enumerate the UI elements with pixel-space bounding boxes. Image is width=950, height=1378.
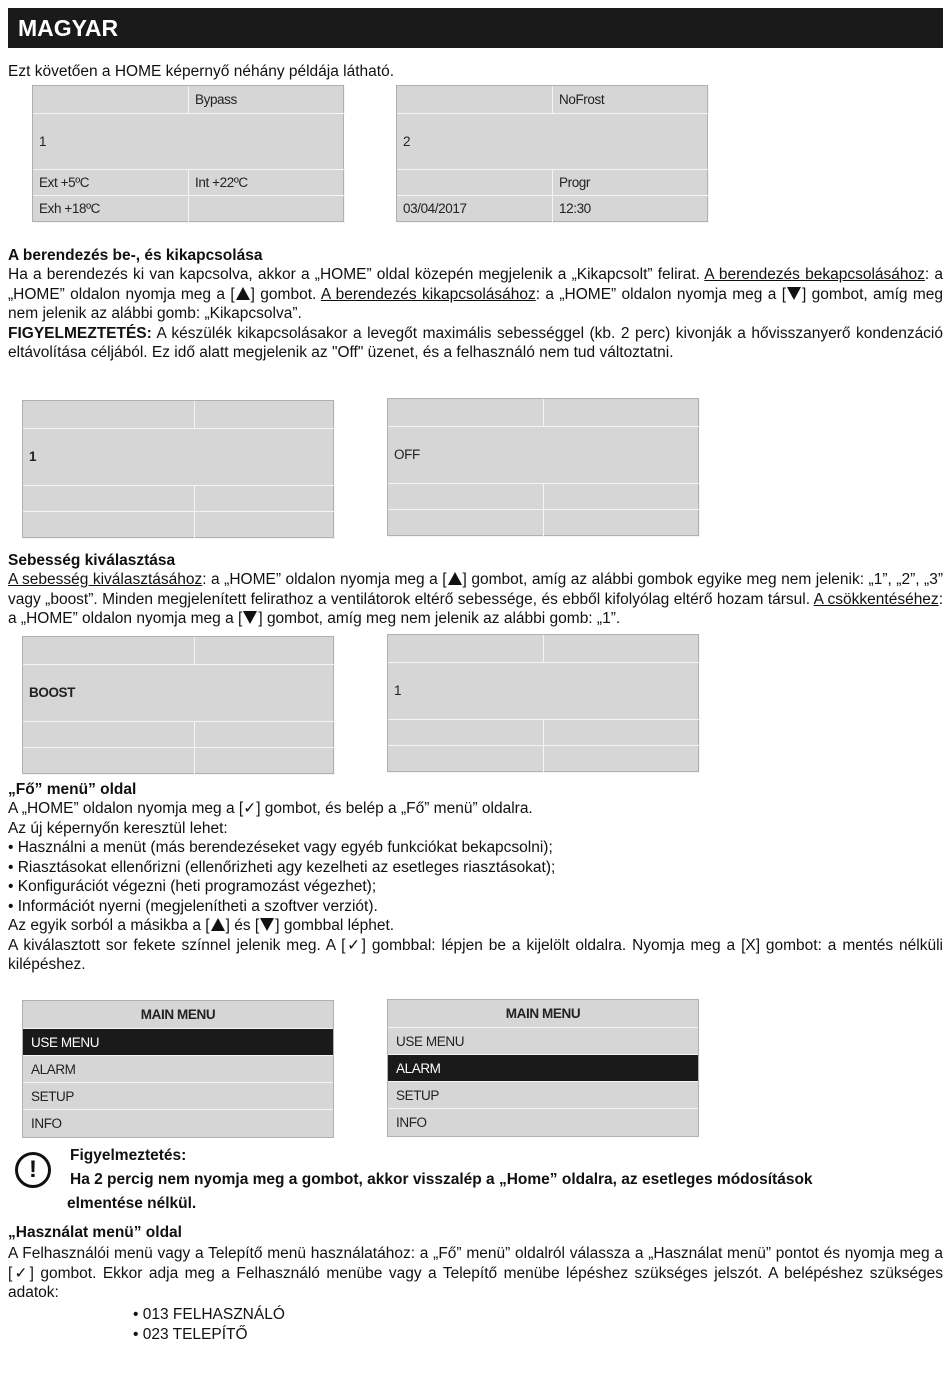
menu-item-setup[interactable]: SETUP — [388, 1082, 698, 1109]
list-item: • Konfigurációt végezni (heti programozást végezhet); — [8, 878, 377, 895]
lcd-cell — [397, 86, 553, 114]
lcd-cell — [23, 721, 195, 748]
home-screen-2 — [396, 85, 708, 222]
lcd-time: 12:30 — [553, 196, 709, 223]
down-arrow-icon — [787, 287, 801, 300]
lcd-status-nofrost: NoFrost — [553, 86, 709, 114]
list-item: • 013 FELHASZNÁLÓ — [133, 1306, 285, 1323]
exclamation-circle-icon: ! — [15, 1152, 51, 1188]
lcd-speed-value: 1 — [394, 683, 402, 699]
menu-title: MAIN MENU — [388, 1000, 698, 1028]
lcd-cell — [195, 512, 335, 539]
lcd-cell — [195, 748, 335, 775]
down-arrow-icon — [243, 611, 257, 624]
home-screen-1 — [32, 85, 344, 222]
up-arrow-icon — [211, 918, 225, 931]
lcd-cell — [195, 485, 335, 512]
notice-title: Figyelmeztetés: — [70, 1147, 187, 1164]
list-item: • 023 TELEPÍTŐ — [133, 1325, 248, 1343]
lcd-cell — [23, 401, 195, 429]
onoff-screen-2 — [387, 398, 699, 536]
lcd-cell — [388, 746, 544, 773]
notice-line-1: Ha 2 percig nem nyomja meg a gombot, akkor visszalép a „Home” oldalra, az esetleges módosítások — [70, 1171, 813, 1188]
lcd-speed-value: 1 — [39, 133, 47, 149]
lcd-cell — [388, 510, 544, 537]
menu-item-use-menu[interactable]: USE MENU — [23, 1029, 333, 1056]
main-menu-screen-1 — [22, 1000, 334, 1138]
onoff-paragraph: Ha a berendezés ki van kapcsolva, akkor a „HOME” oldal közepén megjelenik a „Kikapcsolt” felirat. A berendezés bekapcsolásához: a „HOME” oldalon nyomja meg a [ ] gombot. A berendezés kikapcsolásához: a „HOME” oldalon nyomja meg a [ ] gombot, amíg meg nem jelenik az alábbi gomb: „Kikapcsolva”. FIGYELMEZTETÉS: A készülék kikapcsolásakor a levegőt maximális sebességgel (kb. 2 perc) kivonják a hővisszanyerő kondenzáció eltávolítása céljából. Ez idő alatt megjelenik az "Off" üzenet, és a felhasználó nem tud változtatni. — [8, 266, 944, 361]
lcd-cell — [544, 635, 700, 663]
lcd-cell — [388, 483, 544, 510]
lcd-status-bypass: Bypass — [189, 86, 345, 114]
up-arrow-icon — [448, 572, 462, 585]
list-item: • Információt nyerni (megjelenítheti a szoftver verziót). — [8, 897, 378, 915]
onoff-heading: A berendezés be-, és kikapcsolása — [8, 247, 263, 264]
lcd-boost-value: BOOST — [29, 685, 76, 701]
up-arrow-icon — [236, 287, 250, 300]
lcd-cell — [544, 746, 700, 773]
main-menu-text: A „HOME” oldalon nyomja meg a [✓] gombot, és belép a „Fő” menü” oldalra. Az új képernyőn keresztül lehet: • Használni a menüt (más berendezéseket vagy egyéb funkciókat bekapcsolni); • Riasztásokat ellenőrizni (ellenőrizheti agy kezelheti az esetleges riasztásokat); • Konfigurációt végezni (heti programozást végezhet); • Információt nyerni (megjelenítheti a szoftver verziót). Az egyik sorból a másikba a [ ] és [ ] gombbal léphet. A kiválasztott sor fekete színnel jelenik meg. A [✓] gombbal: lépjen be a kijelölt oldalra. Nyomja meg a [X] gombot: a mentés nélküli kilépéshez. — [8, 800, 943, 973]
speed-screen-1 — [22, 636, 334, 774]
menu-item-alarm[interactable]: ALARM — [388, 1055, 698, 1082]
list-item: • Riasztásokat ellenőrizni (ellenőrizheti agy kezelheti az esetleges riasztásokat); — [8, 858, 556, 876]
check-icon: ✓ — [12, 1264, 30, 1282]
menu-item-alarm[interactable]: ALARM — [23, 1056, 333, 1083]
intro-text: Ezt követően a HOME képernyő néhány példája látható. — [8, 63, 395, 80]
lcd-progr: Progr — [553, 169, 709, 196]
lcd-cell — [397, 169, 553, 196]
warning-label: FIGYELMEZTETÉS: — [8, 324, 152, 342]
lcd-cell — [23, 512, 195, 539]
lcd-cell — [23, 748, 195, 775]
lcd-speed-value: 2 — [403, 133, 411, 149]
lcd-cell — [23, 637, 195, 665]
lcd-cell — [544, 483, 700, 510]
language-header: MAGYAR — [8, 8, 943, 48]
check-icon: ✓ — [243, 800, 257, 817]
speed-screen-2 — [387, 634, 699, 772]
lcd-cell — [544, 399, 700, 427]
notice-line-2: elmentése nélkül. — [67, 1195, 197, 1212]
lcd-off-status: OFF — [394, 447, 420, 463]
lcd-int-temp: Int +22ºC — [189, 169, 345, 196]
menu-item-info[interactable]: INFO — [396, 1115, 427, 1130]
menu-item-info[interactable]: INFO — [31, 1116, 62, 1131]
lcd-cell — [544, 719, 700, 746]
main-menu-screen-2 — [387, 999, 699, 1137]
lcd-date: 03/04/2017 — [397, 196, 553, 223]
menu-item-setup[interactable]: SETUP — [23, 1083, 333, 1110]
lcd-exh-temp: Exh +18ºC — [33, 196, 189, 223]
lcd-cell — [189, 196, 345, 223]
lcd-speed-value: 1 — [29, 449, 37, 465]
lcd-cell — [195, 721, 335, 748]
lcd-cell — [388, 719, 544, 746]
password-list — [133, 1305, 285, 1344]
onoff-screen-1 — [22, 400, 334, 538]
down-arrow-icon — [260, 918, 274, 931]
list-item: • Használni a menüt (más berendezéseket vagy egyéb funkciókat bekapcsolni); — [8, 839, 553, 856]
lcd-cell — [33, 86, 189, 114]
menu-title: MAIN MENU — [23, 1001, 333, 1029]
check-icon: ✓ — [345, 936, 362, 954]
lcd-cell — [195, 401, 335, 429]
main-menu-heading: „Fő” menü” oldal — [8, 781, 137, 798]
use-menu-heading: „Használat menü” oldal — [8, 1224, 182, 1241]
lcd-cell — [23, 485, 195, 512]
use-menu-paragraph: A Felhasználói menü vagy a Telepítő menü használatához: a „Fő” menü” oldalról válassza a „Használat menü” pontot és nyomja meg a [✓] gombot. Ekkor adja meg a Felhasználó menübe vagy a Telepítő menübe lépéshez szükséges jelszót. A belépéshez szükséges adatok: — [8, 1245, 943, 1301]
lcd-cell — [195, 637, 335, 665]
lcd-cell — [388, 399, 544, 427]
lcd-cell — [388, 635, 544, 663]
lcd-ext-temp: Ext +5ºC — [33, 169, 189, 196]
speed-heading: Sebesség kiválasztása — [8, 552, 176, 569]
speed-paragraph: A sebesség kiválasztásához: a „HOME” oldalon nyomja meg a [ ] gombot, amíg az alábbi gombok egyike meg nem jelenik: „1”, „2”, „3” vagy „boost”. Minden megjelenített felirathoz a ventilátorok eltérő sebessége, és ebből kifolyólag eltérő hozam társul. A csökkentéséhez: a „HOME” oldalon nyomja meg a [ ] gombot, amíg meg nem jelenik az alábbi gomb: „1”. — [8, 571, 943, 627]
menu-item-use-menu[interactable]: USE MENU — [388, 1028, 698, 1055]
lcd-cell — [544, 510, 700, 537]
